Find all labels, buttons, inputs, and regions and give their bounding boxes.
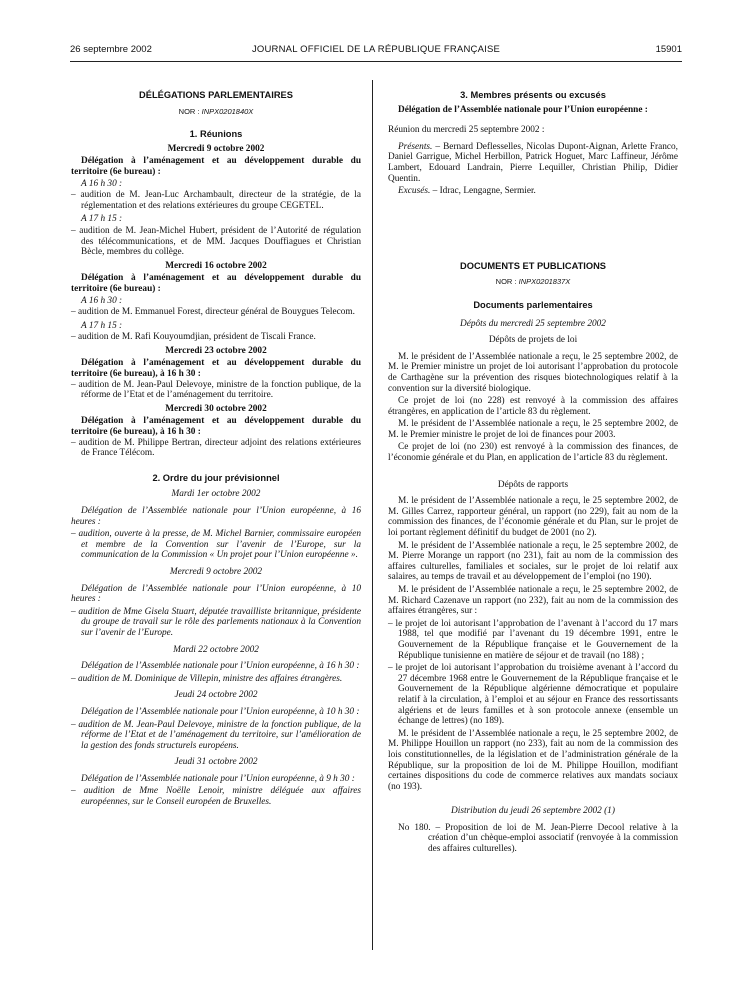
agenda-item: – audition de M. Jean-Paul Delevoye, ministre de la fonction publique, de la réforme de l’Etat et de l’aménagement du territoire, sur l’amélioration de la gestion des fonds structurels européens. <box>71 719 361 751</box>
subsection-documents-parlementaires: Documents parlementaires <box>473 299 593 310</box>
subsection-reunions: 1. Réunions <box>189 129 243 140</box>
agenda-item: – audition de M. Philippe Bertran, directeur adjoint des relations extérieures de France Télécom. <box>71 437 361 459</box>
paragraph: M. le président de l’Assemblée nationale a reçu, le 25 septembre 2002, de M. Gilles Carrez, rapporteur général, un rapport (no 229), fait au nom de la commission des finances, de l’économie générale et du Plan, sur le projet de loi portant règlement définitif du budget de 2001 (no 2). <box>388 496 678 539</box>
delegation-name: Délégation de l’Assemblée nationale pour l’Union européenne, à 16 heures : <box>71 506 361 527</box>
section-title-delegations: DÉLÉGATIONS PARLEMENTAIRES <box>139 90 293 100</box>
section-title-documents: DOCUMENTS ET PUBLICATIONS <box>460 260 606 271</box>
subsection-membres: 3. Membres présents ou excusés <box>460 90 606 100</box>
header-date: 26 septembre 2002 <box>70 44 152 55</box>
agenda-item: – audition de M. Jean-Michel Hubert, président de l’Autorité de régulation des télécommunications, et de MM. Jacques Douffiagues et Christian Bècle, membres du collège. <box>71 225 361 258</box>
distribution-heading: Distribution du jeudi 26 septembre 2002 (1) <box>451 806 615 817</box>
meeting-line: Réunion du mercredi 25 septembre 2002 : <box>388 125 545 136</box>
paragraph: M. le président de l’Assemblée nationale a reçu, le 25 septembre 2002, de M. Philippe Houillon un rapport (no 233), fait au nom de la commission des lois constitutionnelles, de la législation et de l’administration générale de la République, sur la proposition de loi de M. Philippe Houillon, modifiant certaines dispositions du code de commerce relatives aux mandats sociaux (no 193). <box>388 728 678 792</box>
page-header <box>70 44 682 58</box>
column-divider <box>372 80 373 950</box>
journal-title: JOURNAL OFFICIEL DE LA RÉPUBLIQUE FRANÇAISE <box>251 44 501 55</box>
present-members: Présents. – Bernard Deflesselles, Nicolas Dupont-Aignan, Arlette Franco, Daniel Garrigue, Michel Herbillon, Patrick Hoguet, Marc Laffineur, Jérôme Lambert, Edouard Landrain, Pierre Lequiller, Christian Philip, Didier Quentin. <box>388 141 678 184</box>
paragraph: Ce projet de loi (no 230) est renvoyé à la commission des finances, de l’économie générale et du Plan, en application de l’article 83 du règlement. <box>388 442 678 464</box>
agenda-item: – audition de M. Dominique de Villepin, ministre des affaires étrangères. <box>71 673 343 684</box>
report-item: – le projet de loi autorisant l’approbation de l’avenant à l’accord du 17 mars 1988, tel que modifié par l’avenant du 19 décembre 1991, entre le Gouvernement de la République française et le Gouvernement de la République tunisienne en matière de séjour et de travail (no 188) ; <box>388 618 678 661</box>
page-number: 15901 <box>655 44 682 55</box>
agenda-day: Mardi 22 octobre 2002 <box>173 644 259 655</box>
meeting-time: A 17 h 15 : <box>81 320 123 331</box>
delegation-name: Délégation de l’Assemblée nationale pour l’Union européenne, à 10 h 30 : <box>81 706 360 717</box>
meeting-day: Mercredi 23 octobre 2002 <box>165 345 267 356</box>
nor-label: NOR : <box>178 106 200 116</box>
meeting-time: A 16 h 30 : <box>81 295 123 306</box>
nor-reference <box>71 107 361 118</box>
paragraph: M. le président de l’Assemblée nationale a reçu, le 25 septembre 2002, de M. le Premier ministre le projet de loi de finances pour 2003. <box>388 419 678 440</box>
paragraph: M. le président de l’Assemblée nationale a reçu, le 25 septembre 2002, de M. le Premier ministre un projet de loi autorisant l’approbation du protocole de Carthagène sur la prévention des risques biotechnologiques relatif à la convention sur la diversité biologique. <box>388 351 678 394</box>
nor-reference: NOR : INPX0201837X <box>495 277 571 287</box>
delegation-name: Délégation de l’Assemblée nationale pour l’Union européenne, à 9 h 30 : <box>81 773 355 784</box>
agenda-day: Jeudi 31 octobre 2002 <box>174 757 258 768</box>
delegation-name: Délégation de l’Assemblée nationale pour l’Union européenne : <box>398 104 648 115</box>
agenda-item: – audition de M. Jean-Luc Archambault, directeur de la stratégie, de la réglementation et des relations extérieures du groupe CEGETEL. <box>71 190 361 211</box>
agenda-item: – audition de Mme Gisela Stuart, députée travailliste britannique, présidente du groupe de travail sur le rôle des parlements nationaux à la Convention sur l’avenir de l’Europe. <box>71 606 361 638</box>
distribution-item: No 180. – Proposition de loi de M. Jean-Pierre Decool relative à la création d’un chèque-emploi associatif (renvoyée à la commission des affaires culturelles). <box>398 822 678 855</box>
meeting-time: A 17 h 15 : <box>81 214 123 225</box>
agenda-item: – audition de Mme Noëlle Lenoir, ministre déléguée aux affaires européennes, sur le Conseil européen de Bruxelles. <box>71 786 361 808</box>
left-column <box>71 90 361 814</box>
delegation-name: Délégation à l’aménagement et au développement durable du territoire (6e bureau), à 16 h 30 : <box>71 416 361 438</box>
meeting-day: Mercredi 9 octobre 2002 <box>167 143 265 154</box>
header-rule <box>70 61 682 62</box>
depots-projets-heading: Dépôts de projets de loi <box>488 335 578 346</box>
paragraph: M. le président de l’Assemblée nationale a reçu, le 25 septembre 2002, de M. Pierre Morange un rapport (no 231), fait au nom de la commission des affaires culturelles, familiales et sociales, sur le projet de loi relatif aux salaires, au temps de travail et au développement de l’emploi (no 190). <box>388 540 678 583</box>
agenda-day: Jeudi 24 octobre 2002 <box>174 690 258 701</box>
excused-members: Excusés. – Idrac, Lengagne, Sermier. <box>398 186 536 197</box>
meeting-day: Mercredi 16 octobre 2002 <box>165 260 267 271</box>
delegation-name: Délégation de l’Assemblée nationale pour l’Union européenne, à 10 heures : <box>71 583 361 605</box>
report-item: – le projet de loi autorisant l’approbation du troisième avenant à l’accord du 27 décembre 1968 entre le Gouvernement de la République française et le Gouvernement de la République algérienne démocratique et populaire relatif à la circulation, à l’emploi et au séjour en France des ressortissants algériens et de leurs familles et à son protocole annexe (ensemble un échange de lettres) (no 189). <box>388 663 678 727</box>
agenda-item: – audition de M. Rafi Kouyoumdjian, président de Tiscali France. <box>71 332 316 343</box>
agenda-day: Mercredi 9 octobre 2002 <box>169 566 263 577</box>
depots-rapports-heading: Dépôts de rapports <box>497 479 569 490</box>
agenda-item: – audition de M. Jean-Paul Delevoye, ministre de la fonction publique, de la réforme de l’Etat et de l’aménagement du territoire. <box>71 379 361 401</box>
delegation-name: Délégation à l’aménagement et au développement durable du territoire (6e bureau) : <box>71 273 361 294</box>
paragraph: Ce projet de loi (no 228) est renvoyé à la commission des affaires étrangères, en application de l’article 83 du règlement. <box>388 396 678 417</box>
delegation-name: Délégation à l’aménagement et au développement durable du territoire (6e bureau), à 16 h 30 : <box>71 358 361 380</box>
subsection-ordre-du-jour: 2. Ordre du jour prévisionnel <box>152 472 280 483</box>
agenda-item: – audition, ouverte à la presse, de M. Michel Barnier, commissaire européen et membre de la Convention sur l’avenir de l’Europe, sur la communication de la Commission « Un projet pour l’Union européenne ». <box>71 529 361 561</box>
agenda-item: – audition de M. Emmanuel Forest, directeur général de Bouygues Telecom. <box>71 307 355 318</box>
delegation-name: Délégation à l’aménagement et au développement durable du territoire (6e bureau) : <box>71 156 361 177</box>
depots-date: Dépôts du mercredi 25 septembre 2002 <box>460 318 606 329</box>
meeting-day: Mercredi 30 octobre 2002 <box>165 403 267 414</box>
delegation-name: Délégation de l’Assemblée nationale pour l’Union européenne, à 16 h 30 : <box>81 661 360 672</box>
paragraph: M. le président de l’Assemblée nationale a reçu, le 25 septembre 2002, de M. Richard Cazenave un rapport (no 232), fait au nom de la commission des affaires étrangères, sur : <box>388 585 678 617</box>
right-column <box>388 90 678 855</box>
meeting-time: A 16 h 30 : <box>81 178 123 189</box>
agenda-day: Mardi 1er octobre 2002 <box>171 489 261 500</box>
nor-code: INPX0201840X <box>201 106 254 116</box>
